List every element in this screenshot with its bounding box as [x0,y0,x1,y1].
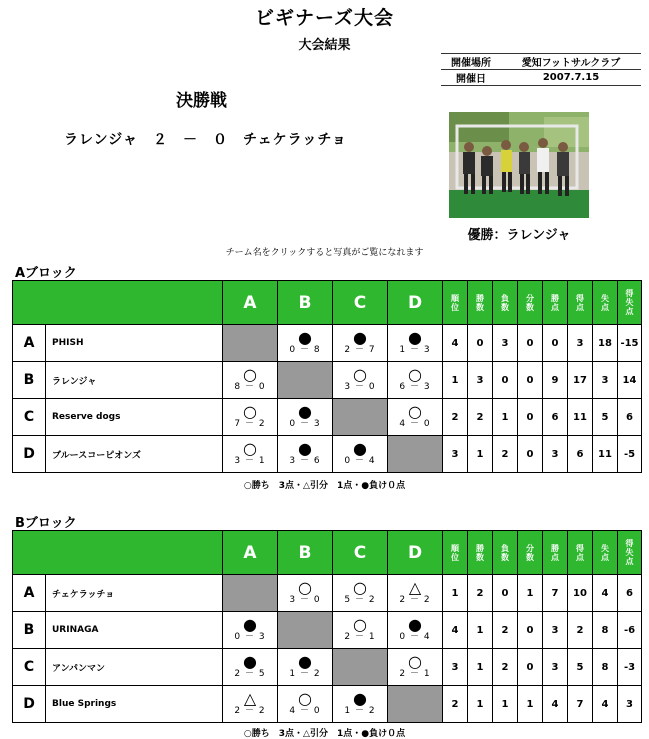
column-header-stat [568,531,593,575]
stat-value: 3 [618,686,642,723]
column-header-stat [468,531,493,575]
stat-value: 2 [493,436,518,473]
match-score: 3 － 0 [289,595,321,605]
column-header-stat [543,531,568,575]
stat-value: 3 [443,436,468,473]
stat-header-label: 得点 [576,543,584,562]
match-result-cell [333,686,388,723]
table-row [13,436,642,473]
match-score: 5 － 2 [344,595,376,605]
team-name-link[interactable]: ブルースコーピオンズ [46,436,223,473]
stat-header-label: 勝数 [476,293,484,312]
match-result-cell [278,399,333,436]
stat-value: 1 [493,399,518,436]
stat-value: 1 [468,686,493,723]
match-result-cell [388,362,443,399]
stat-value: 18 [593,325,618,362]
match-result-cell [223,362,278,399]
result-symbol-icon: ○ [353,578,367,597]
match-result-cell [333,575,388,612]
header-blank [13,281,223,325]
column-header-opponent: C [333,281,388,325]
team-name-link[interactable]: Reserve dogs [46,399,223,436]
stat-header-label: 勝数 [476,543,484,562]
table-row [13,575,642,612]
result-symbol-icon: ● [298,328,312,347]
stat-value: 17 [568,362,593,399]
stat-value: 10 [568,575,593,612]
match-score: 1 － 2 [289,669,321,679]
row-letter: D [13,436,46,473]
stat-value: 6 [543,399,568,436]
team-name-link[interactable]: ラレンジャ [46,362,223,399]
stat-header-label: 順位 [451,293,459,312]
match-score: 2 － 1 [399,669,431,679]
stat-value: 4 [543,686,568,723]
date-label: 開催日 [441,70,501,86]
result-symbol-icon: ○ [353,365,367,384]
table-row [13,649,642,686]
match-result-cell [278,436,333,473]
final-result: ラレンジャ ２ － ０ チェケラッチョ [64,132,347,148]
stat-value: 1 [518,575,543,612]
table-row [13,362,642,399]
match-result-cell [223,399,278,436]
stat-value: 2 [443,399,468,436]
match-result-cell [278,686,333,723]
match-score: 4 － 0 [289,706,321,716]
stat-value: 8 [593,612,618,649]
result-symbol-icon: ● [298,439,312,458]
stat-header-label: 勝点 [551,293,559,312]
column-header-stat [468,281,493,325]
stat-value: 0 [493,362,518,399]
match-score: 1 － 2 [344,706,376,716]
stat-value: 7 [543,575,568,612]
winner-label: 優勝：ラレンジャ [467,228,571,243]
stat-value: 2 [468,575,493,612]
stat-value: 2 [493,612,518,649]
self-match-cell [278,362,333,399]
team-name-link[interactable]: チェケラッチョ [46,575,223,612]
venue-value: 愛知フットサルクラブ [501,54,641,70]
stat-value: 3 [493,325,518,362]
stat-value: 3 [568,325,593,362]
table-row [13,325,642,362]
team-photo-image [449,112,589,218]
match-result-cell [388,325,443,362]
stat-header-label: 得失点 [625,289,634,316]
stat-header-label: 分数 [526,543,534,562]
stat-value: 3 [543,612,568,649]
result-symbol-icon: ● [353,439,367,458]
match-result-cell [223,436,278,473]
stat-value: 6 [568,436,593,473]
row-letter: C [13,649,46,686]
stat-value: 6 [618,575,642,612]
result-symbol-icon: △ [408,578,422,597]
venue-label: 開催場所 [441,54,501,70]
column-header-opponent: A [223,531,278,575]
stat-value: 11 [568,399,593,436]
match-score: 3 － 6 [289,456,321,466]
self-match-cell [278,612,333,649]
result-symbol-icon: ● [408,615,422,634]
stat-header-label: 勝点 [551,543,559,562]
result-symbol-icon: ○ [243,439,257,458]
column-header-stat [618,531,642,575]
match-score: 3 － 0 [344,382,376,392]
column-header-stat [593,531,618,575]
stat-value: 1 [518,686,543,723]
column-header-stat [493,281,518,325]
column-header-stat [493,531,518,575]
match-result-cell [388,612,443,649]
match-result-cell [333,362,388,399]
event-info-table [441,53,641,86]
stat-value: 3 [593,362,618,399]
stat-value: 5 [568,649,593,686]
row-letter: D [13,686,46,723]
stat-value: 7 [568,686,593,723]
stat-value: 0 [518,612,543,649]
stat-value: 4 [593,686,618,723]
result-symbol-icon: ○ [243,402,257,421]
team-name-link[interactable]: URINAGA [46,612,223,649]
stat-value: 1 [493,686,518,723]
result-symbol-icon: △ [243,689,257,708]
match-result-cell [388,649,443,686]
stat-value: 8 [593,649,618,686]
block-a-title: Aブロック [15,266,77,281]
stat-value: 0 [543,325,568,362]
match-result-cell [278,325,333,362]
stat-value: -5 [618,436,642,473]
block-b-table [12,530,642,723]
column-header-opponent: A [223,281,278,325]
match-score: 0 － 8 [289,345,321,355]
match-result-cell [278,649,333,686]
stat-value: 3 [443,649,468,686]
stat-value: 2 [568,612,593,649]
stat-value: 0 [518,436,543,473]
stat-value: 11 [593,436,618,473]
result-symbol-icon: ○ [408,365,422,384]
stat-value: 1 [468,649,493,686]
match-result-cell [388,575,443,612]
block-a-table [12,280,642,473]
match-result-cell [278,575,333,612]
result-symbol-icon: ● [298,402,312,421]
match-score: 7 － 2 [234,419,266,429]
page-title: ビギナーズ大会 [254,7,395,29]
stat-value: 9 [543,362,568,399]
match-result-cell [333,612,388,649]
block-a-legend: ○勝ち 3点・△引分 1点・●負け０点 [243,481,406,491]
stat-value: 2 [493,649,518,686]
result-symbol-icon: ● [243,615,257,634]
match-score: 0 － 4 [344,456,376,466]
row-letter: C [13,399,46,436]
column-header-opponent: D [388,281,443,325]
stat-value: 0 [518,362,543,399]
match-score: 2 － 5 [234,669,266,679]
result-symbol-icon: ● [408,328,422,347]
stat-value: 3 [468,362,493,399]
stat-value: 0 [468,325,493,362]
column-header-stat [568,281,593,325]
stat-value: 0 [493,575,518,612]
stat-value: 3 [543,649,568,686]
column-header-opponent: D [388,531,443,575]
stat-value: 1 [468,436,493,473]
stat-header-label: 順位 [451,543,459,562]
stat-header-label: 得点 [576,293,584,312]
stat-value: 14 [618,362,642,399]
match-score: 8 － 0 [234,382,266,392]
header-blank [13,531,223,575]
stat-value: -6 [618,612,642,649]
match-score: 0 － 3 [234,632,266,642]
winner-team-photo [449,112,589,218]
match-score: 0 － 4 [399,632,431,642]
result-symbol-icon: ○ [298,689,312,708]
column-header-stat [518,281,543,325]
match-result-cell [333,325,388,362]
stat-value: 2 [443,686,468,723]
match-score: 2 － 2 [234,706,266,716]
stat-value: 4 [593,575,618,612]
stat-value: 0 [518,325,543,362]
stat-header-label: 失点 [601,543,609,562]
column-header-stat [543,281,568,325]
team-name-link[interactable]: PHISH [46,325,223,362]
stat-value: 0 [518,649,543,686]
stat-value: -15 [618,325,642,362]
match-score: 0 － 3 [289,419,321,429]
result-symbol-icon: ○ [408,402,422,421]
column-header-opponent: C [333,531,388,575]
match-score: 4 － 0 [399,419,431,429]
self-match-cell [333,399,388,436]
match-score: 1 － 3 [399,345,431,355]
column-header-stat [593,281,618,325]
result-symbol-icon: ● [298,652,312,671]
match-result-cell [333,436,388,473]
team-name-link[interactable]: Blue Springs [46,686,223,723]
photo-note: チーム名をクリックすると写真がご覧になれます [225,248,424,258]
stat-value: 2 [468,399,493,436]
stat-header-label: 失点 [601,293,609,312]
result-symbol-icon: ● [243,652,257,671]
table-row [13,686,642,723]
table-row [13,612,642,649]
match-score: 2 － 7 [344,345,376,355]
stat-header-label: 負数 [501,293,509,312]
self-match-cell [388,686,443,723]
result-symbol-icon: ○ [353,615,367,634]
match-score: 3 － 1 [234,456,266,466]
column-header-stat [443,281,468,325]
stat-value: 4 [443,325,468,362]
self-match-cell [333,649,388,686]
column-header-stat [518,531,543,575]
result-symbol-icon: ● [353,689,367,708]
self-match-cell [388,436,443,473]
match-result-cell [223,649,278,686]
row-letter: A [13,325,46,362]
final-heading: 決勝戦 [176,91,227,111]
row-letter: B [13,362,46,399]
match-result-cell [223,686,278,723]
stat-value: 6 [618,399,642,436]
block-b-legend: ○勝ち 3点・△引分 1点・●負け０点 [243,729,406,739]
row-letter: B [13,612,46,649]
stat-value: 1 [443,575,468,612]
stat-value: 5 [593,399,618,436]
row-letter: A [13,575,46,612]
table-row [13,399,642,436]
result-symbol-icon: ○ [243,365,257,384]
stat-header-label: 分数 [526,293,534,312]
match-result-cell [388,399,443,436]
stat-value: 0 [518,399,543,436]
match-score: 2 － 2 [399,595,431,605]
team-name-link[interactable]: アンパンマン [46,649,223,686]
date-value: 2007.7.15 [501,70,641,86]
stat-value: 3 [543,436,568,473]
stat-value: -3 [618,649,642,686]
result-symbol-icon: ○ [408,652,422,671]
page-subtitle: 大会結果 [298,38,351,53]
stat-value: 4 [443,612,468,649]
column-header-stat [618,281,642,325]
match-result-cell [223,612,278,649]
result-symbol-icon: ● [353,328,367,347]
result-symbol-icon: ○ [298,578,312,597]
column-header-opponent: B [278,281,333,325]
match-score: 6 － 3 [399,382,431,392]
block-b-title: Bブロック [15,516,77,531]
stat-header-label: 負数 [501,543,509,562]
column-header-stat [443,531,468,575]
stat-value: 1 [468,612,493,649]
self-match-cell [223,325,278,362]
stat-header-label: 得失点 [625,539,634,566]
column-header-opponent: B [278,531,333,575]
self-match-cell [223,575,278,612]
stat-value: 1 [443,362,468,399]
match-score: 2 － 1 [344,632,376,642]
